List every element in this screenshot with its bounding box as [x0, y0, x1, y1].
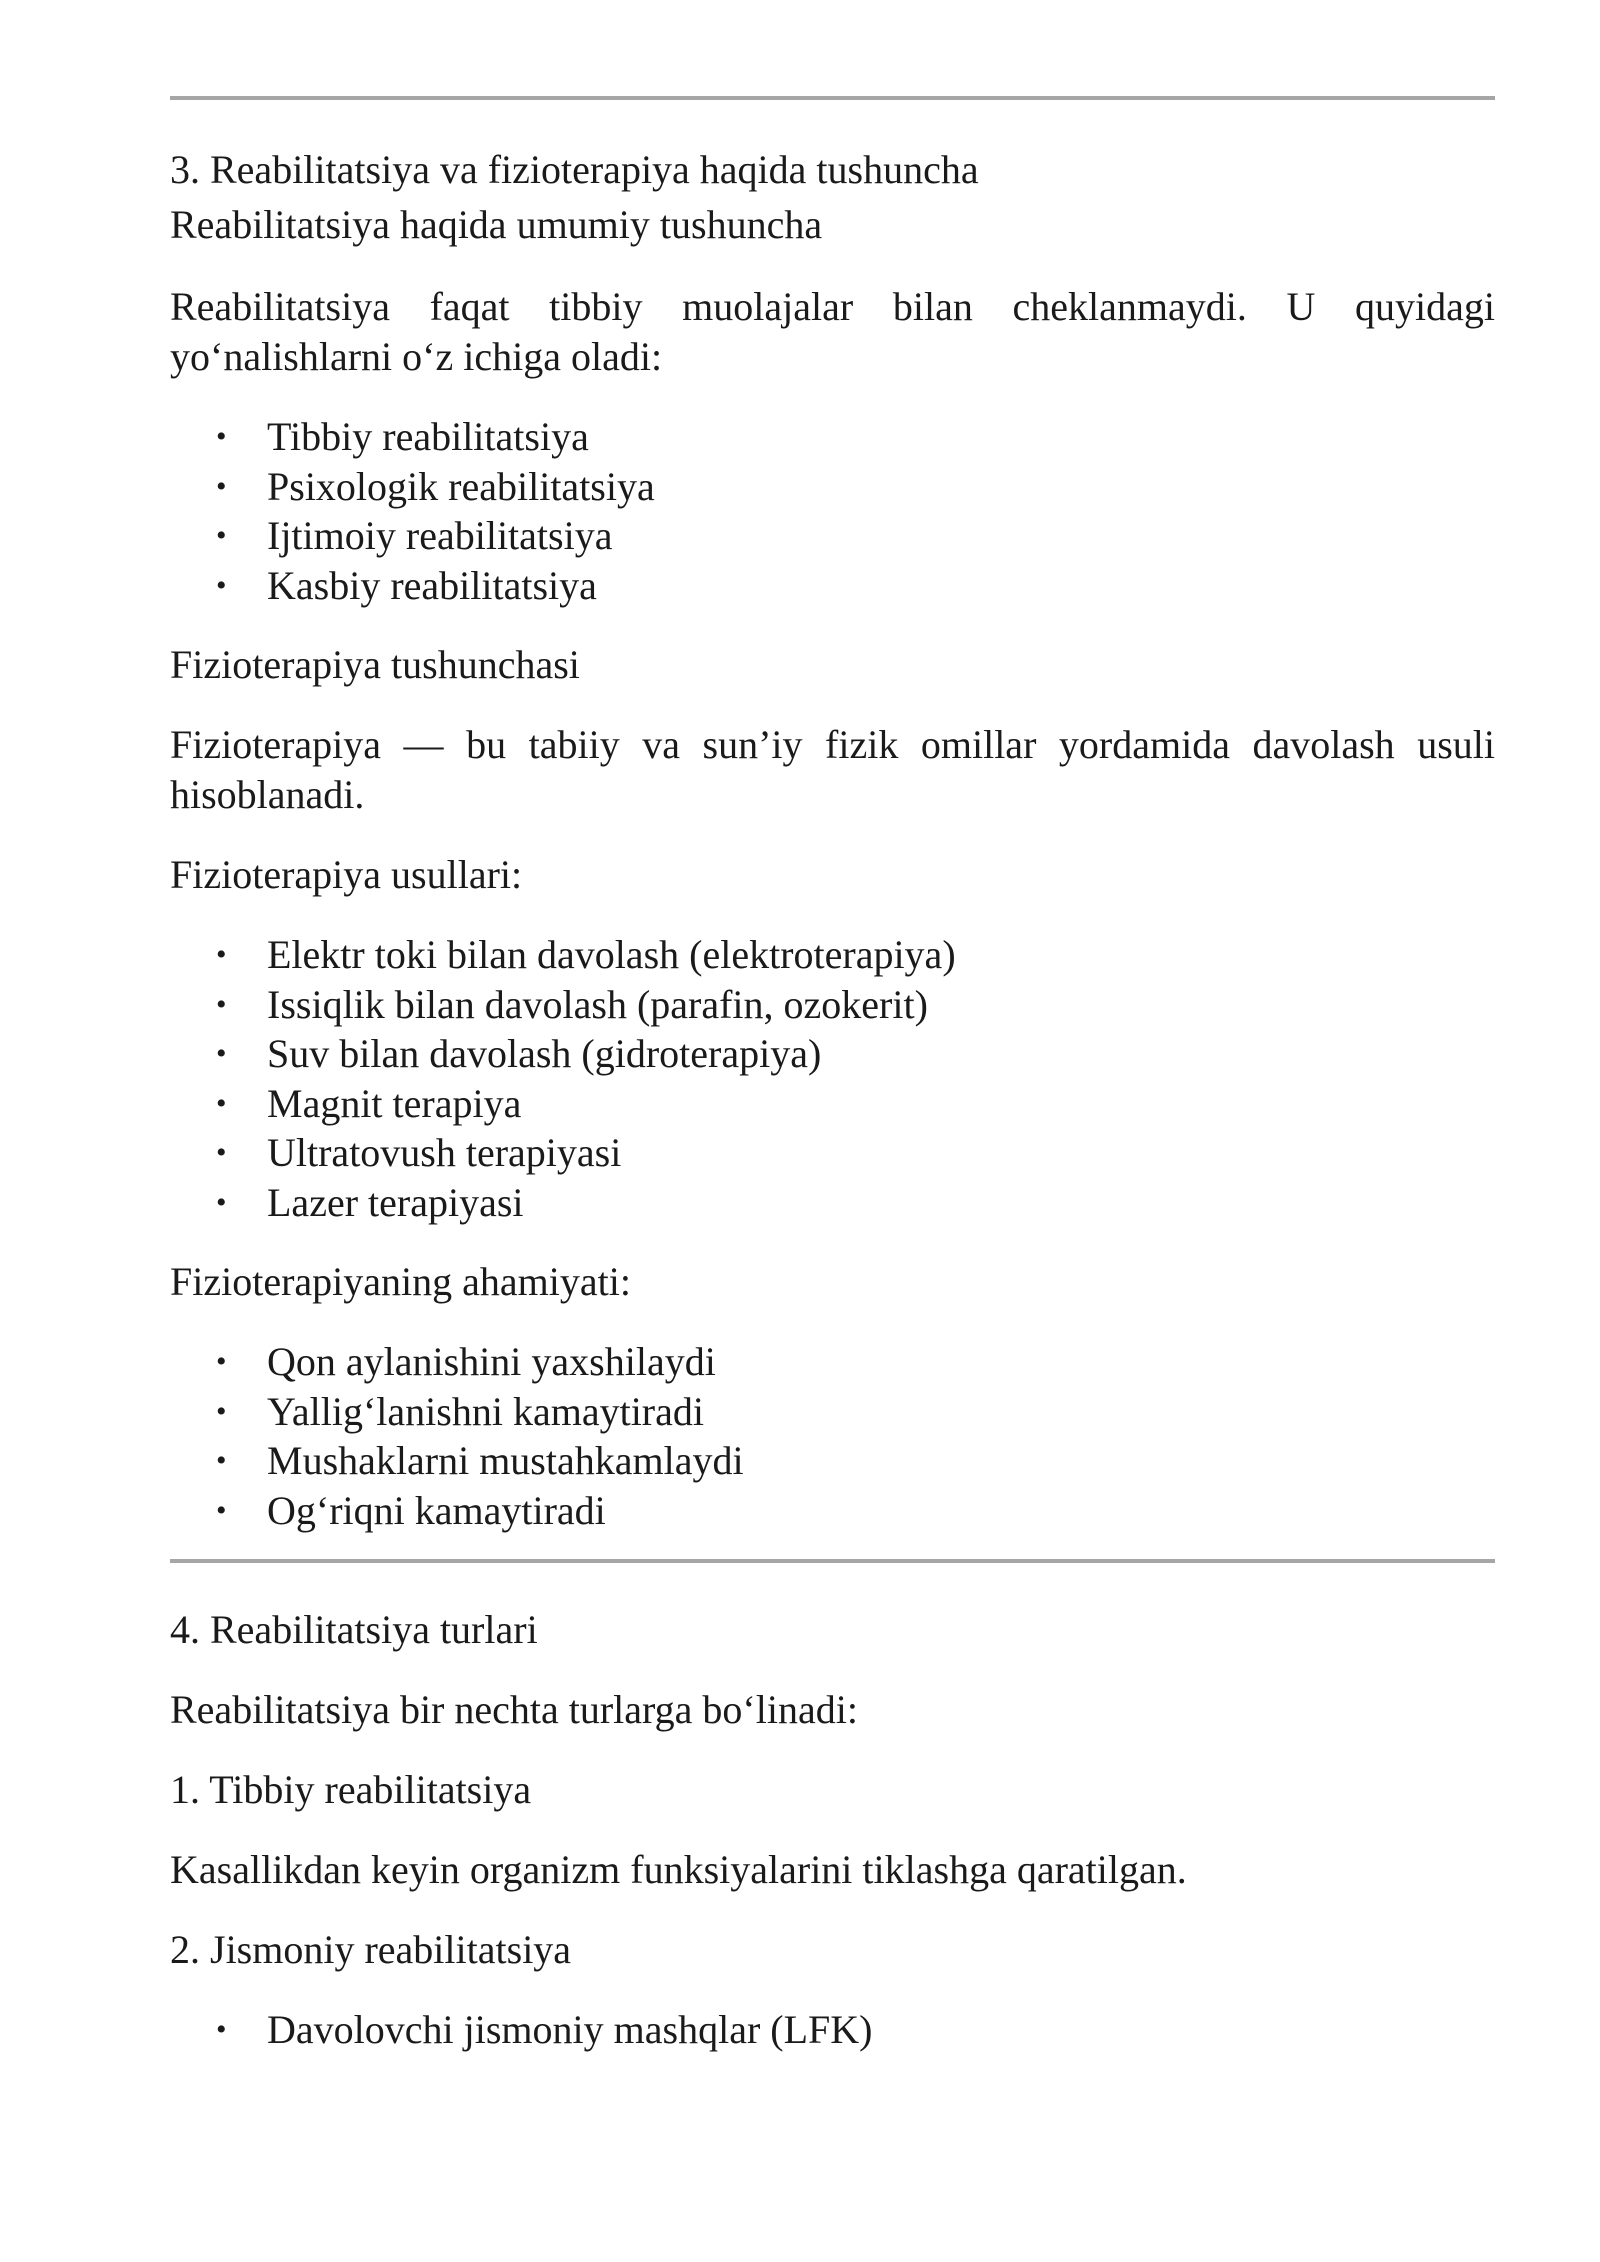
list-item: • Davolovchi jismoniy mashqlar (LFK) — [170, 2005, 1495, 2055]
bullet-list-importance — [170, 1337, 1495, 1535]
bullet-icon: • — [216, 938, 227, 971]
paragraph: Reabilitatsiya faqat tibbiy muolajalar bilan cheklanmaydi. U quyidagi yo‘nalishlarni o‘z ichiga oladi: — [170, 284, 1495, 379]
bullet-icon: • — [216, 1136, 227, 1169]
subheading: Fizioterapiya tushunchasi — [170, 642, 580, 687]
bullet-list-methods — [170, 930, 1495, 1227]
list-item: • Suv bilan davolash (gidroterapiya) — [170, 1029, 1495, 1079]
list-item: • Mushaklarni mustahkamlaydi — [170, 1436, 1495, 1486]
document-page — [170, 96, 1495, 2055]
bullet-icon: • — [216, 519, 227, 552]
bullet-icon: • — [216, 1444, 227, 1477]
section-heading: 4. Reabilitatsiya turlari — [170, 1607, 538, 1652]
horizontal-rule — [170, 96, 1495, 100]
bullet-icon: • — [216, 1345, 227, 1378]
subheading: 2. Jismoniy reabilitatsiya — [170, 1927, 572, 1972]
bullet-icon: • — [216, 1037, 227, 1070]
subheading: Fizioterapiya usullari: — [170, 852, 523, 897]
bullet-list-directions — [170, 412, 1495, 610]
list-item: • Elektr toki bilan davolash (elektroterapiya) — [170, 930, 1495, 980]
bullet-icon: • — [216, 420, 227, 453]
list-item: • Magnit terapiya — [170, 1079, 1495, 1129]
list-item: • Ultratovush terapiyasi — [170, 1128, 1495, 1178]
bullet-icon: • — [216, 987, 227, 1021]
bullet-icon: • — [216, 469, 227, 503]
list-item: • Lazer terapiyasi — [170, 1178, 1495, 1228]
bullet-icon: • — [216, 1086, 227, 1120]
list-item: • Tibbiy reabilitatsiya — [170, 412, 1495, 462]
paragraph: Kasallikdan keyin organizm funksiyalarini tiklashga qaratilgan. — [170, 1847, 1187, 1892]
list-item: • Ijtimoiy reabilitatsiya — [170, 511, 1495, 561]
bullet-icon: • — [216, 1493, 227, 1527]
paragraph: Fizioterapiya — bu tabiiy va sun’iy fizik omillar yordamida davolash usuli hisoblanadi. — [170, 722, 1495, 817]
subheading: Reabilitatsiya haqida umumiy tushuncha — [170, 202, 823, 247]
paragraph: Reabilitatsiya bir nechta turlarga bo‘linadi: — [170, 1687, 858, 1732]
list-item: • Yallig‘lanishni kamaytiradi — [170, 1387, 1495, 1437]
list-item: • Issiqlik bilan davolash (parafin, ozokerit) — [170, 980, 1495, 1030]
section-heading: 3. Reabilitatsiya va fizioterapiya haqida tushuncha — [170, 147, 979, 192]
list-item: • Qon aylanishini yaxshilaydi — [170, 1337, 1495, 1387]
bullet-icon: • — [216, 1185, 227, 1219]
bullet-icon: • — [216, 1394, 227, 1428]
bullet-icon: • — [216, 2013, 227, 2046]
list-item: • Og‘riqni kamaytiradi — [170, 1486, 1495, 1536]
list-item: • Psixologik reabilitatsiya — [170, 462, 1495, 512]
subheading: 1. Tibbiy reabilitatsiya — [170, 1767, 532, 1812]
horizontal-rule — [170, 1559, 1495, 1563]
bullet-list-physical — [170, 2005, 1495, 2055]
list-item: • Kasbiy reabilitatsiya — [170, 561, 1495, 611]
bullet-icon: • — [216, 568, 227, 602]
subheading: Fizioterapiyaning ahamiyati: — [170, 1259, 631, 1304]
